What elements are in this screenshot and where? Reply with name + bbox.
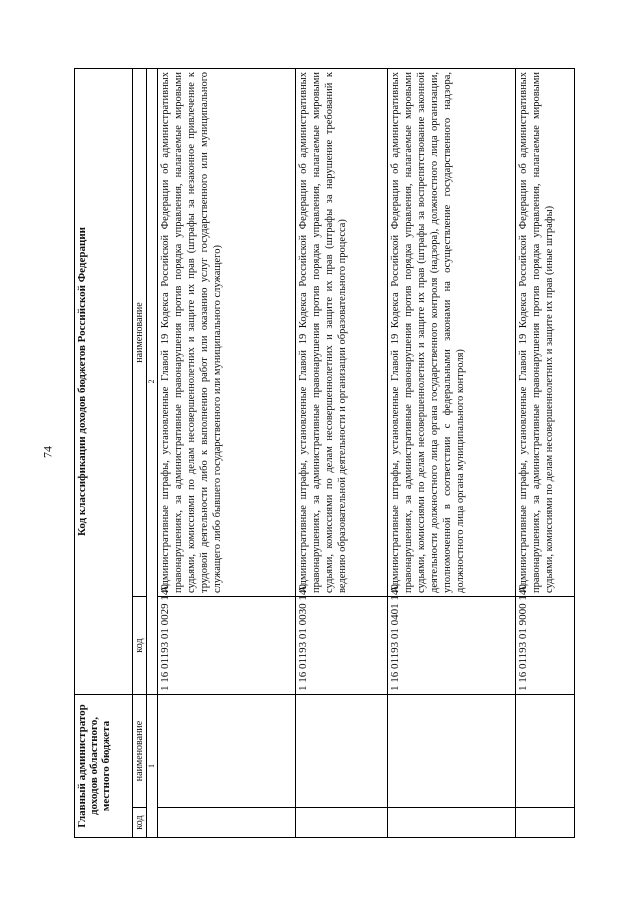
admin-code-cell (296, 808, 388, 838)
admin-code-cell (516, 808, 575, 838)
header-name-2: наименование (133, 69, 147, 597)
header-code-2: код (133, 597, 147, 695)
table-row (296, 69, 388, 838)
classification-code: 1 16 01193 01 0029 140 (158, 597, 296, 695)
page-number: 74 (40, 446, 55, 458)
admin-name-cell (516, 695, 575, 808)
header-row-columns (133, 69, 147, 838)
classification-description: Административные штрафы, установленные Главой 19 Кодекса Российской Федерации об административных правонарушениях, за административные правонарушения против порядка управления, налагаемые мировыми судьями, комиссиями по делам несовершеннолетних и защите их прав (иные штрафы) (516, 69, 575, 597)
classification-description: Административные штрафы, установленные Главой 19 Кодекса Российской Федерации об административных правонарушениях, за административные правонарушения против порядка управления, налагаемые мировыми судьями, комиссиями по делам несовершеннолетних и защите их прав (штрафы за нарушение требований к ведению образовательной деятельности и организации образовательного процесса) (296, 69, 388, 597)
classification-code: 1 16 01193 01 9000 140 (516, 597, 575, 695)
header-admin-group: Главный администратор доходов областного, местного бюджета (75, 695, 133, 838)
admin-name-cell (158, 695, 296, 808)
admin-name-cell (388, 695, 516, 808)
header-classification-group: Код классификации доходов бюджетов Российской Федерации (75, 69, 133, 695)
classification-description: Административные штрафы, установленные Главой 19 Кодекса Российской Федерации об административных правонарушениях, за административные правонарушения против порядка управления, налагаемые мировыми судьями, комиссиями по делам несовершеннолетних и защите их прав (штрафы за воспрепятствование законной деятельности должностного лица органа государственного контроля (надзора), должностного лица организации, уполномоченной в соответствии с федеральными законами на осуществление государственного надзора, должностного лица органа муниципального контроля) (388, 69, 516, 597)
table-row (158, 69, 296, 838)
classification-description: Административные штрафы, установленные Главой 19 Кодекса Российской Федерации об административных правонарушениях, за административные правонарушения против порядка управления, налагаемые мировыми судьями, комиссиями по делам несовершеннолетних и защите их прав (штрафы за незаконное привлечение к трудовой деятельности либо к выполнению работ или оказанию услуг государственного или муниципального служащего либо бывшего государственного или муниципального служащего) (158, 69, 296, 597)
admin-code-cell (158, 808, 296, 838)
header-code: код (133, 808, 147, 838)
header-row-groups (75, 69, 133, 838)
rotated-table-container (74, 68, 571, 838)
revenue-classification-table (74, 68, 575, 838)
header-num-classification: 2 (147, 69, 158, 695)
classification-code: 1 16 01193 01 0401 140 (388, 597, 516, 695)
table-row (516, 69, 575, 838)
admin-name-cell (296, 695, 388, 808)
header-row-numbers (147, 69, 158, 838)
table-row (388, 69, 516, 838)
header-num-admin: 1 (147, 695, 158, 838)
admin-code-cell (388, 808, 516, 838)
header-name: наименование (133, 695, 147, 808)
classification-code: 1 16 01193 01 0030 140 (296, 597, 388, 695)
